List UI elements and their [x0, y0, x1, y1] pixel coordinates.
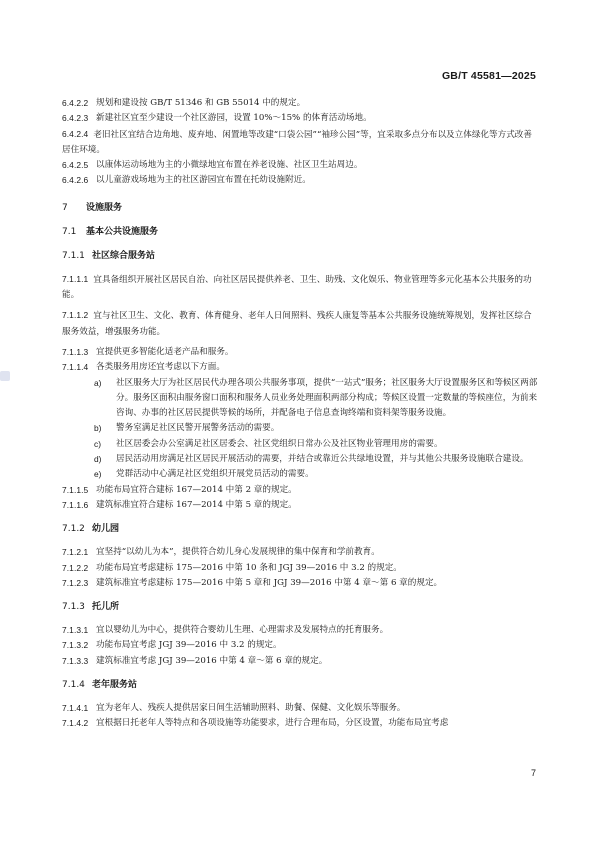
list-item	[94, 437, 538, 452]
clause-7-1-1-4-list	[62, 376, 538, 483]
heading-number: 7	[62, 202, 68, 213]
list-item	[94, 376, 538, 422]
list-marker: a)	[94, 377, 102, 388]
clause-6-4-2-4	[62, 127, 538, 159]
clause-text: 宜提供更多智能化适老产品和服务。	[96, 346, 234, 357]
clause-7-1-3-3	[62, 654, 538, 669]
clause-text: 老旧社区宜结合边角地、废弃地、闲置地等改建“口袋公园”“袖珍公园”等，宜采取多点分布以及立体绿化等方式改善居住环境。	[62, 129, 532, 155]
clause-number: 6.4.2.3	[62, 113, 89, 124]
clause-7-1-1-6	[62, 498, 538, 513]
clause-number: 7.1.4.1	[62, 703, 89, 714]
list-item-text: 居民活动用房满足社区居民开展活动的需要，并结合或靠近公共绿地设置，并与其他公共服务设施联合建设。	[116, 454, 529, 465]
list-item	[94, 421, 538, 436]
list-marker: c)	[94, 438, 101, 449]
clause-number: 7.1.2.2	[62, 562, 89, 573]
heading-text: 设施服务	[86, 202, 123, 213]
heading-number: 7.1.1	[62, 250, 85, 261]
clause-number: 7.1.3.3	[62, 655, 89, 666]
clause-text: 宜以婴幼儿为中心，提供符合婴幼儿生理、心理需求及发展特点的托育服务。	[96, 625, 389, 636]
list-item-text: 社区服务大厅为社区居民代办理各项公共服务事项，提供“一站式”服务；社区服务大厅设置服务区和等候区两部分。服务区面积由服务窗口面积和服务人员业务处理面积两部分构成；等候区设置一定数量的等候座位，为前来咨询、办事的社区居民提供等候的场所，并配备电子信息查询终端和资料架等服务设施。	[116, 377, 538, 419]
list-item-text: 警务室满足社区民警开展警务活动的需要。	[116, 423, 280, 434]
page-number: 7	[530, 768, 536, 778]
section-heading-7-1	[62, 224, 538, 240]
clause-number: 7.1.3.2	[62, 640, 89, 651]
standard-number: GB/T 45581—2025	[441, 70, 536, 82]
clause-number: 7.1.4.2	[62, 718, 89, 729]
list-item-text: 社区居委会办公室满足社区居委会、社区党组织日常办公及社区物业管理用房的需要。	[116, 438, 443, 449]
clause-7-1-3-2	[62, 638, 538, 653]
heading-text: 基本公共设施服务	[86, 226, 159, 237]
clause-number: 7.1.3.1	[62, 625, 89, 636]
clause-number: 7.1.1.4	[62, 362, 89, 373]
clause-text: 建筑标准宜符合建标 167—2014 中第 5 章的规定。	[96, 499, 297, 510]
clause-text: 建筑标准宜考虑 JGJ 39—2016 中第 4 章～第 6 章的规定。	[96, 655, 328, 666]
clause-number: 7.1.2.1	[62, 547, 89, 558]
list-item	[94, 452, 538, 467]
clause-text: 功能布局宜考虑 JGJ 39—2016 中 3.2 的规定。	[96, 640, 282, 651]
clause-number: 7.1.1.2	[62, 310, 89, 321]
clause-number: 6.4.2.6	[62, 175, 89, 186]
clause-text: 宜具备组织开展社区居民自治、向社区居民提供养老、卫生、助残、文化娱乐、物业管理等多元化基本公共服务的功能。	[62, 274, 532, 301]
clause-text: 以儿童游戏场地为主的社区游园宜布置在托幼设施附近。	[96, 175, 311, 186]
list-marker: b)	[94, 423, 102, 434]
clause-text: 规划和建设按 GB/T 51346 和 GB 55014 中的规定。	[96, 98, 306, 108]
clause-7-1-4-1	[62, 701, 538, 716]
clause-number: 7.1.1.3	[62, 346, 89, 357]
clause-text: 宜与社区卫生、文化、教育、体育健身、老年人日间照料、残疾人康复等基本公共服务设施统筹规划，发挥社区综合服务效益，增强服务功能。	[62, 311, 532, 337]
list-item-text: 党群活动中心满足社区党组织开展党员活动的需要。	[116, 469, 314, 480]
clause-7-1-1-1	[62, 272, 538, 304]
page-side-tab-mark	[0, 371, 10, 381]
heading-number: 7.1.2	[62, 524, 85, 535]
clause-text: 各类服务用房还宜考虑以下方面。	[96, 362, 225, 373]
list-marker: e)	[94, 469, 102, 480]
heading-text: 老年服务站	[92, 680, 138, 691]
heading-text: 社区综合服务站	[92, 250, 156, 261]
section-heading-7-1-1	[62, 248, 538, 264]
clause-text: 建筑标准宜考虑建标 175—2016 中第 5 章和 JGJ 39—2016 中第 4 章～第 6 章的规定。	[96, 577, 443, 588]
clause-number: 7.1.2.3	[62, 577, 89, 588]
section-heading-7-1-4	[62, 677, 538, 693]
clause-7-1-2-1	[62, 545, 538, 560]
clause-text: 新建社区宜至少建设一个社区游园，设置 10%～15% 的体育活动场地。	[96, 113, 372, 124]
clause-text: 功能布局宜符合建标 167—2014 中第 2 章的规定。	[96, 484, 297, 495]
clause-7-1-2-2	[62, 561, 538, 576]
list-marker: d)	[94, 454, 102, 465]
heading-text: 托儿所	[92, 602, 120, 613]
clause-number: 7.1.1.1	[62, 273, 89, 284]
list-item	[94, 467, 538, 482]
heading-number: 7.1.3	[62, 602, 85, 613]
clause-text: 宜为老年人、残疾人提供居家日间生活辅助照料、助餐、保健、文化娱乐等服务。	[96, 703, 406, 714]
heading-number: 7.1	[62, 226, 77, 237]
clause-7-1-1-5	[62, 483, 538, 498]
document-body	[62, 96, 538, 732]
section-heading-7-1-3	[62, 599, 538, 615]
section-heading-7	[62, 200, 538, 216]
clause-7-1-2-3	[62, 576, 538, 591]
section-heading-7-1-2	[62, 521, 538, 537]
clause-number: 6.4.2.2	[62, 98, 89, 108]
heading-number: 7.1.4	[62, 680, 85, 691]
heading-text: 幼儿园	[92, 524, 120, 535]
clause-6-4-2-5	[62, 158, 538, 173]
clause-6-4-2-3	[62, 111, 538, 126]
clause-number: 6.4.2.4	[62, 128, 89, 139]
clause-text: 宜坚持“以幼儿为本”，提供符合幼儿身心发展规律的集中保育和学前教育。	[96, 547, 380, 558]
clause-6-4-2-2	[62, 96, 538, 111]
clause-7-1-1-2	[62, 308, 538, 340]
clause-7-1-1-4	[62, 360, 538, 375]
clause-text: 以康体运动场地为主的小微绿地宜布置在养老设施、社区卫生站周边。	[96, 160, 363, 171]
clause-text: 宜根据日托老年人等特点和各项设施等功能要求，进行合理布局，分区设置，功能布局宜考虑	[96, 718, 449, 729]
clause-6-4-2-6	[62, 173, 538, 188]
clause-7-1-4-2	[62, 716, 538, 731]
clause-number: 7.1.1.6	[62, 499, 89, 510]
clause-number: 7.1.1.5	[62, 484, 89, 495]
clause-7-1-3-1	[62, 623, 538, 638]
clause-7-1-1-3	[62, 345, 538, 360]
clause-number: 6.4.2.5	[62, 160, 89, 171]
clause-text: 功能布局宜考虑建标 175—2016 中第 10 条和 JGJ 39—2016 中 3.2 的规定。	[96, 562, 402, 573]
